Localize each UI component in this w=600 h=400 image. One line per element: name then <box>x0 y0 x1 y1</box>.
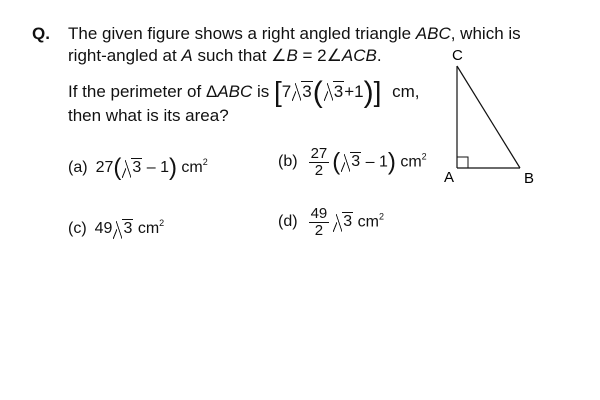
sqrt-symbol <box>122 159 142 177</box>
option-b-label: (b) <box>278 153 298 171</box>
question-label: Q. <box>32 24 50 43</box>
question-line-2: right-angled at A such that ∠B = 2∠ACB. <box>68 46 382 65</box>
option-a-exponent: 2 <box>202 157 208 167</box>
perimeter-coef: 7 <box>281 82 292 101</box>
option-d[interactable] <box>278 206 384 239</box>
option-a[interactable] <box>68 156 208 180</box>
option-d-fraction <box>309 206 330 239</box>
option-b-exponent: 2 <box>421 151 427 162</box>
option-c-coef: 49 <box>94 220 113 237</box>
triangle-figure <box>438 46 548 186</box>
question-line-3 <box>68 76 420 108</box>
option-b-fraction <box>309 146 330 179</box>
perimeter-radicand: 3 <box>302 82 312 101</box>
sqrt-symbol <box>333 213 353 231</box>
open-paren: ( <box>113 154 122 181</box>
close-paren: ) <box>363 76 374 109</box>
option-d-unit: cm <box>357 213 379 231</box>
close-paren: ) <box>387 148 396 176</box>
option-a-label: (a) <box>68 159 88 176</box>
option-a-minus: – 1 <box>146 159 169 176</box>
option-b-numerator: 27 <box>310 145 328 162</box>
question-line-4: then what is its area? <box>68 106 229 125</box>
open-bracket: [ <box>274 76 282 107</box>
vertex-c-label: C <box>452 47 463 64</box>
vertex-a-label: A <box>444 169 455 186</box>
close-paren: ) <box>168 154 177 181</box>
option-d-exponent: 2 <box>378 211 384 222</box>
option-d-numerator: 49 <box>310 205 328 222</box>
option-a-unit: cm <box>181 159 203 176</box>
option-a-coef: 27 <box>95 159 114 176</box>
sqrt-symbol <box>341 153 361 171</box>
option-c-label: (c) <box>68 220 87 237</box>
open-paren: ( <box>312 76 323 109</box>
perimeter-unit: cm, <box>392 82 420 101</box>
option-a-radicand: 3 <box>132 159 142 176</box>
right-angle-marker <box>457 157 468 168</box>
option-c-unit: cm <box>137 220 160 237</box>
option-d-radicand: 3 <box>343 213 353 231</box>
option-c[interactable] <box>68 218 164 238</box>
perimeter-plus: +1 <box>344 82 364 101</box>
sqrt-symbol-inner <box>324 82 344 102</box>
open-paren: ( <box>332 148 341 176</box>
option-b-minus: – 1 <box>365 153 388 171</box>
option-d-label: (d) <box>278 213 298 231</box>
option-c-exponent: 2 <box>159 218 165 228</box>
side-bc <box>457 66 520 168</box>
option-b[interactable] <box>278 146 427 179</box>
option-b-denominator: 2 <box>314 161 324 179</box>
option-b-radicand: 3 <box>351 153 361 171</box>
vertex-b-label: B <box>524 170 535 186</box>
question-line-1: The given figure shows a right angled triangle ABC, which is <box>68 24 521 43</box>
option-b-unit: cm <box>400 153 422 171</box>
option-d-denominator: 2 <box>314 221 324 239</box>
perimeter-text: If the perimeter of ΔABC is <box>68 82 270 101</box>
option-c-radicand: 3 <box>123 220 133 237</box>
perimeter-inner-radicand: 3 <box>333 82 344 101</box>
sqrt-symbol <box>292 82 312 102</box>
sqrt-symbol <box>113 220 133 238</box>
close-bracket: ] <box>373 76 382 107</box>
